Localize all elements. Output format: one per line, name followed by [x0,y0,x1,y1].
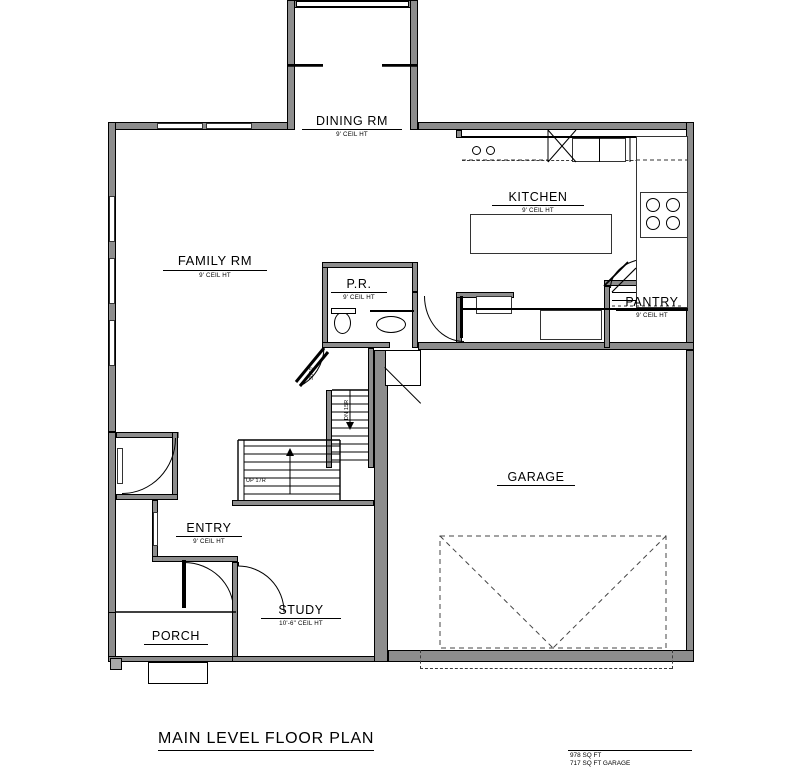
area-note-rule [568,750,692,751]
room-name-kitchen: KITCHEN [492,190,584,206]
room-name-study: STUDY [261,603,341,619]
area-note-living: 978 SQ FT [570,752,602,759]
room-ceiling-powder: 9' CEIL HT [343,294,375,302]
room-name-dining: DINING RM [302,114,402,130]
room-name-entry: ENTRY [176,521,242,537]
room-name-porch: PORCH [144,629,208,645]
room-label-pantry [616,295,688,320]
drawing-title: MAIN LEVEL FLOOR PLAN [158,730,374,751]
room-ceiling-entry: 9' CEIL HT [193,538,225,546]
room-label-family [163,254,267,279]
annotation-stair-up: UP 17R [246,478,266,484]
annotation-stair-down: DN 15R [344,399,350,420]
area-note-garage: 717 SQ FT GARAGE [570,760,631,767]
room-name-garage: GARAGE [497,470,575,486]
room-name-pantry: PANTRY [616,295,688,311]
room-ceiling-dining: 9' CEIL HT [336,131,368,139]
room-label-porch [144,629,208,645]
room-label-study [261,603,341,628]
annotation-door-size: 3050 [309,367,315,380]
room-name-powder: P.R. [331,277,387,293]
room-label-dining [302,114,402,139]
room-label-entry [176,521,242,546]
room-ceiling-kitchen: 9' CEIL HT [522,207,554,215]
room-ceiling-study: 10'-6" CEIL HT [279,620,323,628]
room-ceiling-family: 9' CEIL HT [199,271,231,279]
room-label-powder [331,277,387,302]
room-name-family: FAMILY RM [163,254,267,271]
room-ceiling-pantry: 9' CEIL HT [636,312,668,320]
room-label-kitchen [492,190,584,215]
room-label-garage [497,470,575,486]
